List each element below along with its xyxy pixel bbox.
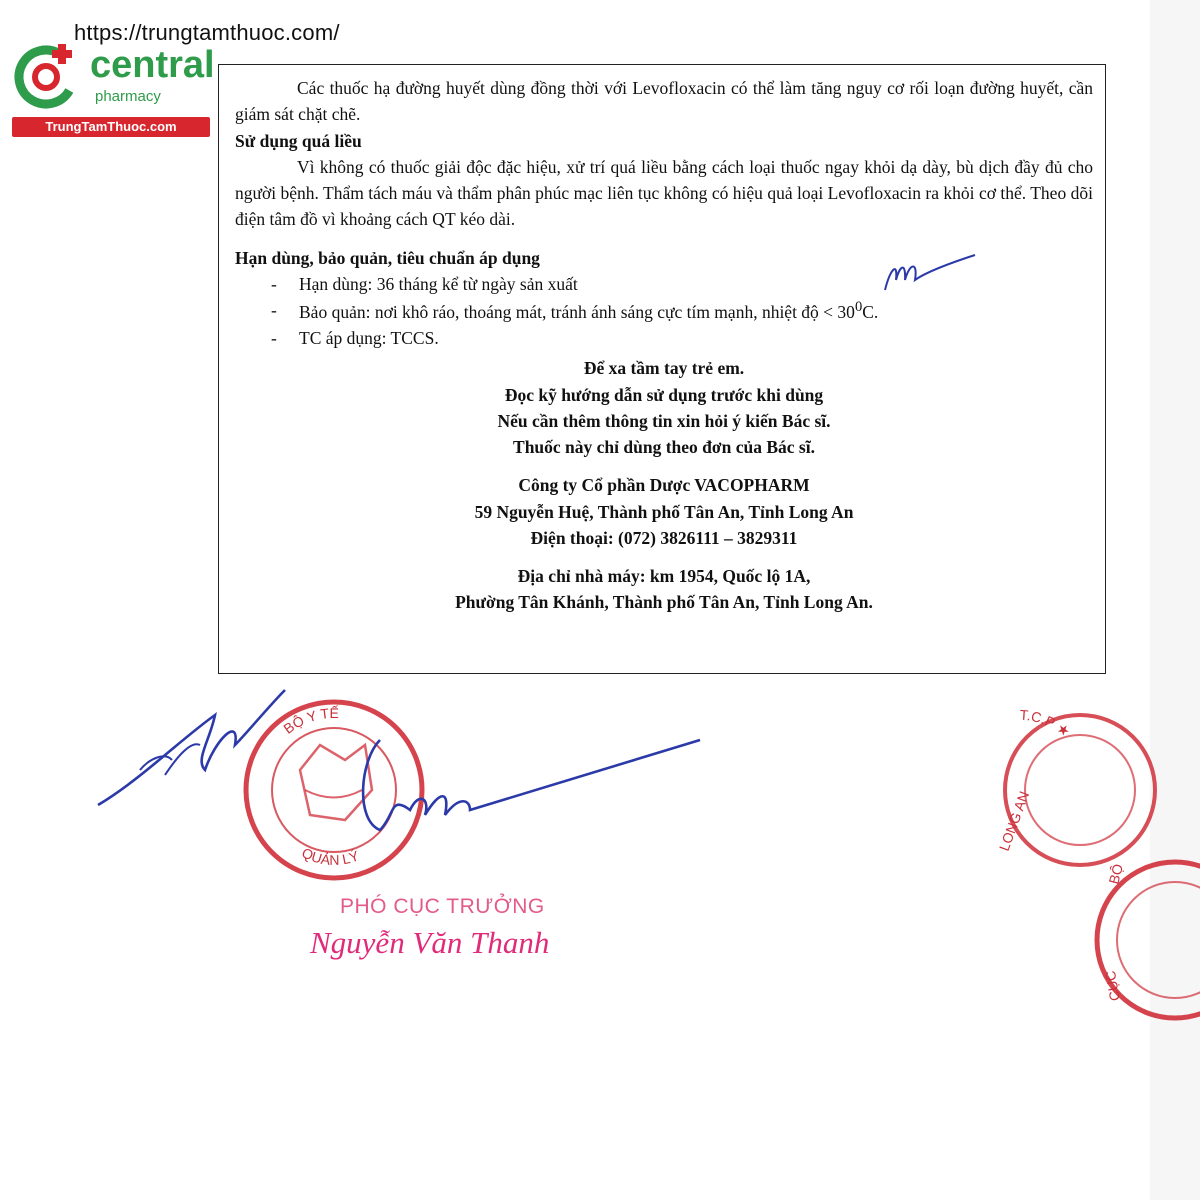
logo-banner: TrungTamThuoc.com	[12, 117, 210, 137]
director-signature	[98, 690, 700, 830]
approval-name: Nguyễn Văn Thanh	[310, 925, 550, 960]
company-name: Công ty Cổ phần Dược VACOPHARM	[518, 475, 810, 496]
logo-name: central	[90, 44, 215, 86]
warning-line: Thuốc này chỉ dùng theo đơn của Bác sĩ.	[513, 437, 815, 458]
temp-unit: C.	[862, 301, 879, 322]
warning-line: Đọc kỹ hướng dẫn sử dụng trước khi dùng	[504, 384, 824, 405]
company-block	[235, 472, 1093, 551]
seal-right-lower-text: LONG AN	[995, 789, 1033, 854]
factory-line: Địa chỉ nhà máy: km 1954, Quốc lộ 1A,	[517, 566, 811, 587]
company-seal	[996, 707, 1155, 865]
factory-line: Phường Tân Khánh, Thành phố Tân An, Tỉnh Long An.	[455, 592, 873, 613]
seal-far-right-text: BỘ	[1105, 862, 1127, 886]
spacer	[235, 551, 1093, 563]
seal-right-text: T.C.P ★	[1019, 706, 1074, 740]
document-body	[235, 75, 1093, 616]
storage-list	[235, 271, 1093, 352]
storage-heading: Hạn dùng, bảo quản, tiêu chuẩn áp dụng	[235, 247, 540, 268]
factory-block	[235, 563, 1093, 616]
logo-subtitle: pharmacy	[95, 88, 161, 105]
approval-title: PHÓ CỤC TRƯỞNG	[340, 895, 545, 918]
company-phone: Điện thoại: (072) 3826111 – 3829311	[530, 527, 798, 548]
seal-top-text: BỘ Y TẾ	[280, 704, 339, 737]
warnings-block	[235, 355, 1093, 460]
paper-edge	[1150, 0, 1200, 1200]
overdose-paragraph: Vì không có thuốc giải độc đặc hiệu, xử trí quá liều bằng cách loại thuốc ngay khỏi dạ dày, bù dịch đầy đủ cho người bệnh. Thẩm tách máu và thẩm phân phúc mạc liên tục không có hiệu quả loại Levofloxacin ra khỏi cơ thể. Theo dõi điện tâm đồ vì khoảng cách QT kéo dài.	[235, 156, 1093, 230]
warning-line: Nếu cần thêm thông tin xin hỏi ý kiến Bác sĩ.	[497, 410, 831, 431]
list-item: - TC áp dụng: TCCS.	[271, 328, 439, 349]
warning-line: Để xa tầm tay trẻ em.	[583, 358, 745, 379]
interaction-paragraph: Các thuốc hạ đường huyết dùng đồng thời với Levofloxacin có thể làm tăng nguy cơ rối loạn đường huyết, cần giám sát chặt chẽ.	[235, 78, 1093, 125]
company-address: 59 Nguyễn Huệ, Thành phố Tân An, Tỉnh Long An	[474, 501, 854, 522]
watermark-url: https://trungtamthuoc.com/	[74, 20, 340, 45]
temp-superscript: 0	[854, 299, 863, 315]
spacer	[235, 460, 1093, 472]
central-pharmacy-logo-icon	[8, 36, 86, 114]
document-frame	[218, 64, 1106, 674]
spacer	[235, 233, 1093, 245]
overdose-heading: Sử dụng quá liều	[235, 130, 362, 151]
list-item: - Hạn dùng: 36 tháng kể từ ngày sản xuất	[271, 273, 578, 294]
list-item: - Bảo quản: nơi khô ráo, thoáng mát, tránh ánh sáng cực tím mạnh, nhiệt độ < $30^0C$.	[271, 299, 879, 322]
seal-bottom-text: QUẢN LÝ	[299, 844, 361, 868]
official-seal	[246, 702, 422, 878]
seal-far-right-lower-text: CỤC	[1101, 969, 1123, 1003]
